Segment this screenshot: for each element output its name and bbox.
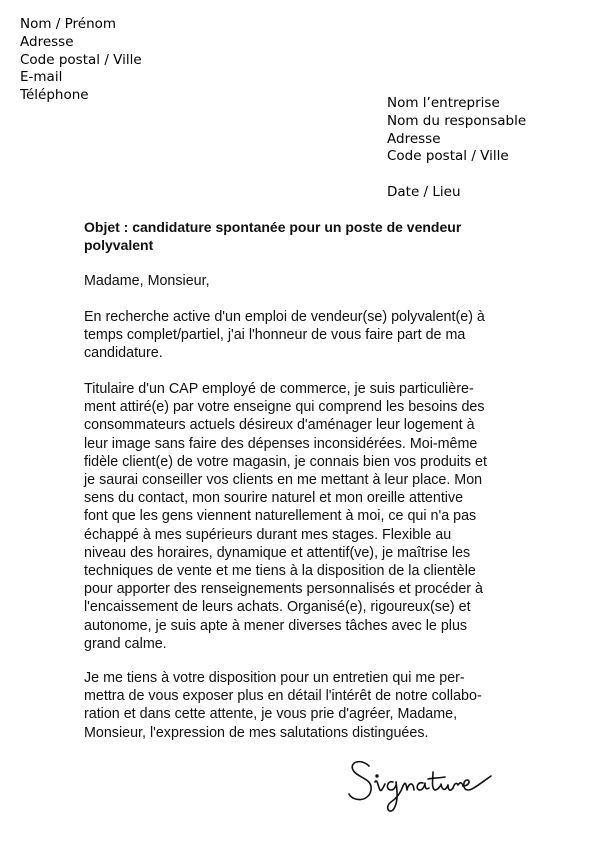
- text-line: leur image sans faire des dépenses inconsidérées. Moi-même: [84, 435, 478, 452]
- recipient-manager: Nom du responsable: [387, 112, 527, 129]
- signature-icon: [345, 752, 495, 814]
- text-line: fidèle client(e) de votre magasin, je connais bien vos produits et: [84, 453, 487, 470]
- recipient-postal-city: Code postal / Ville: [387, 148, 509, 165]
- text-line: grand calme.: [84, 635, 167, 652]
- text-line: Monsieur, l'expression de mes salutations distinguées.: [84, 724, 429, 741]
- text-line: niveau des horaires, dynamique et attentif(ve), je maîtrise les: [84, 544, 471, 561]
- text-line: ration et dans cette attente, je vous prie d'agréer, Madame,: [84, 706, 458, 723]
- text-line: Je me tiens à votre disposition pour un entretien qui me per-: [84, 670, 465, 686]
- text-line: En recherche active d'un emploi de vendeur(se) polyvalent(e) à: [84, 309, 485, 325]
- text-line: candidature.: [84, 345, 163, 362]
- sender-postal-city: Code postal / Ville: [20, 51, 142, 68]
- recipient-company: Nom l’entreprise: [387, 95, 500, 111]
- sender-phone: Téléphone: [20, 87, 89, 104]
- text-line: échappé à mes supérieurs durant mes stages. Flexible au: [84, 526, 452, 543]
- subject-line: Objet : candidature spontanée pour un poste de vendeur: [84, 219, 462, 235]
- text-line: sens du contact, mon sourire naturel et mon oreille attentive: [84, 490, 464, 507]
- letter-subject: [84, 218, 524, 254]
- text-line: autonome, je suis apte à mener diverses tâches avec le plus: [84, 617, 468, 634]
- date-place: Date / Lieu: [387, 184, 461, 200]
- text-line: je saurai conseiller vos clients en me mettant à leur place. Mon: [84, 472, 483, 489]
- subject-line: polyvalent: [84, 237, 154, 254]
- recipient-address: Adresse: [387, 130, 441, 147]
- text-line: l'encaissement de leurs achats. Organisé(e), rigoureux(se) et: [84, 599, 471, 616]
- text-line: font que les gens viennent naturellement à moi, ce qui n'a pas: [84, 508, 477, 525]
- text-line: pour apporter des renseignements personnalisés et procéder à: [84, 581, 483, 598]
- recipient-address-block: [387, 95, 526, 166]
- paragraph-closing: [84, 669, 524, 742]
- text-line: consommateurs actuels désireux d'aménager leur logement à: [84, 417, 475, 434]
- paragraph-intro: [84, 308, 524, 363]
- sender-name: Nom / Prénom: [20, 16, 117, 32]
- salutation: Madame, Monsieur,: [84, 273, 210, 289]
- text-line: temps complet/partiel, j'ai l'honneur de vous faire part de ma: [84, 327, 466, 344]
- text-line: Titulaire d'un CAP employé de commerce, je suis particulière-: [84, 381, 474, 397]
- sender-address: Adresse: [20, 33, 74, 50]
- text-line: ment attiré(e) par votre enseigne qui comprend les besoins des: [84, 399, 485, 416]
- sender-email: E-mail: [20, 69, 63, 86]
- paragraph-qualifications: [84, 380, 524, 653]
- text-line: mettra de vous exposer plus en détail l'intérêt de notre collabo-: [84, 688, 482, 705]
- sender-address-block: [20, 16, 142, 105]
- text-line: techniques de vente et me tiens à la disposition de la clientèle: [84, 563, 476, 580]
